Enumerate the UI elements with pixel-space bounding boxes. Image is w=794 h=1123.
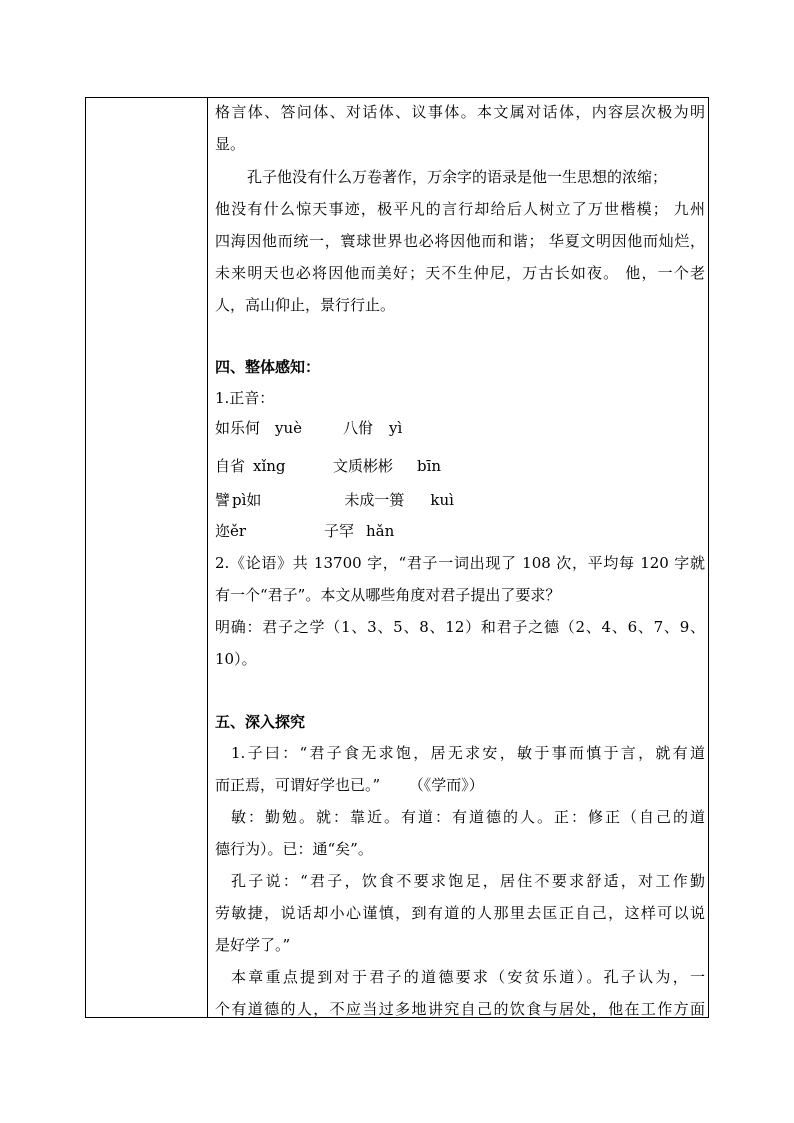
praise-line-5: 人，高山仰止，景行行止。	[215, 296, 396, 314]
pron-word: 文质彬彬	[333, 457, 394, 475]
answer-line-1: 明确：君子之学（1、3、5、8、12）和君子之德（2、4、6、7、9、	[215, 618, 705, 636]
answer-line-2: 10）。	[215, 650, 257, 668]
pron-row-3	[215, 490, 454, 510]
translation-line-1: 孔子说：“君子，饮食不要求饱足，居住不要求舒适，对工作勤	[231, 872, 705, 890]
pron-word: 譬	[215, 491, 231, 509]
intro-line-2: 显。	[215, 135, 246, 153]
pron-word: 未成一篑	[344, 491, 405, 509]
praise-line-1: 孔子他没有什么万卷著作，万余字的语录是他一生思想的浓缩；	[247, 168, 668, 186]
translation-line-2: 劳敏捷，说话却小心谨慎，到有道的人那里去匡正自己，这样可以说	[215, 904, 705, 922]
question-line-2: 有一个“君子”。本文从哪些角度对君子提出了要求？	[215, 586, 561, 604]
analysis-line-1: 本章重点提到对于君子的道德要求（安贫乐道）。孔子认为，一	[231, 968, 705, 986]
praise-line-2: 他没有什么惊天事迹，极平凡的言行却给后人树立了万世楷模； 九州	[215, 200, 705, 218]
praise-line-4: 未来明天也必将因他而美好；天不生仲尼，万古长如夜。 他，一个老	[215, 264, 705, 282]
pron-word: 自省	[215, 457, 246, 475]
question-line-1: 2.《论语》共 13700 字，“君子一词出现了 108 次，平均每 120 字就	[215, 554, 705, 572]
praise-line-3: 四海因他而统一，寰球世界也必将因他而和谐； 华夏文明因他而灿烂，	[215, 232, 705, 250]
left-column-cell	[86, 98, 208, 1017]
notes-line-2: 德行为）。已：通“矣”。	[215, 840, 373, 858]
pron-pinyin: pì	[232, 491, 247, 509]
pron-pinyin: bīn	[417, 457, 442, 475]
pron-row-1	[215, 418, 402, 438]
pron-word: 如乐何	[215, 419, 261, 437]
pron-pinyin: yuè	[275, 419, 303, 437]
pron-suffix: 如	[246, 491, 262, 509]
pron-word: 子罕	[324, 522, 355, 540]
quote-line-2: 而正焉，可谓好学也已。” （《学而》）	[215, 776, 484, 794]
quote-line-1: 1.子曰：“君子食无求饱，居无求安，敏于事而慎于言，就有道	[231, 744, 705, 762]
section5-heading: 五、深入探究	[215, 713, 306, 731]
intro-line-1: 格言体、答问体、对话体、议事体。本文属对话体，内容层次极为明	[215, 103, 705, 121]
right-column-cell	[215, 98, 705, 1017]
pron-pinyin: hǎn	[366, 522, 395, 540]
pron-word: 迩	[215, 522, 231, 540]
pronunciation-label: 1.正音：	[215, 389, 275, 407]
pron-pinyin: yì	[389, 419, 403, 437]
pron-word: 八佾	[343, 419, 374, 437]
analysis-line-2: 个有道德的人，不应当过多地讲究自己的饮食与居处，他在工作方面	[215, 1000, 705, 1018]
content-table	[85, 97, 709, 1018]
translation-line-3: 是好学了。”	[215, 936, 291, 954]
pron-pinyin: ěr	[230, 522, 247, 540]
pron-row-4	[215, 521, 394, 541]
section4-heading: 四、整体感知：	[215, 358, 321, 376]
pron-pinyin: xǐng	[253, 457, 286, 475]
notes-line-1: 敏：勤勉。就：靠近。有道：有道德的人。正：修正（自己的道	[231, 808, 705, 826]
pron-row-2	[215, 456, 441, 476]
pron-pinyin: kuì	[430, 491, 454, 509]
